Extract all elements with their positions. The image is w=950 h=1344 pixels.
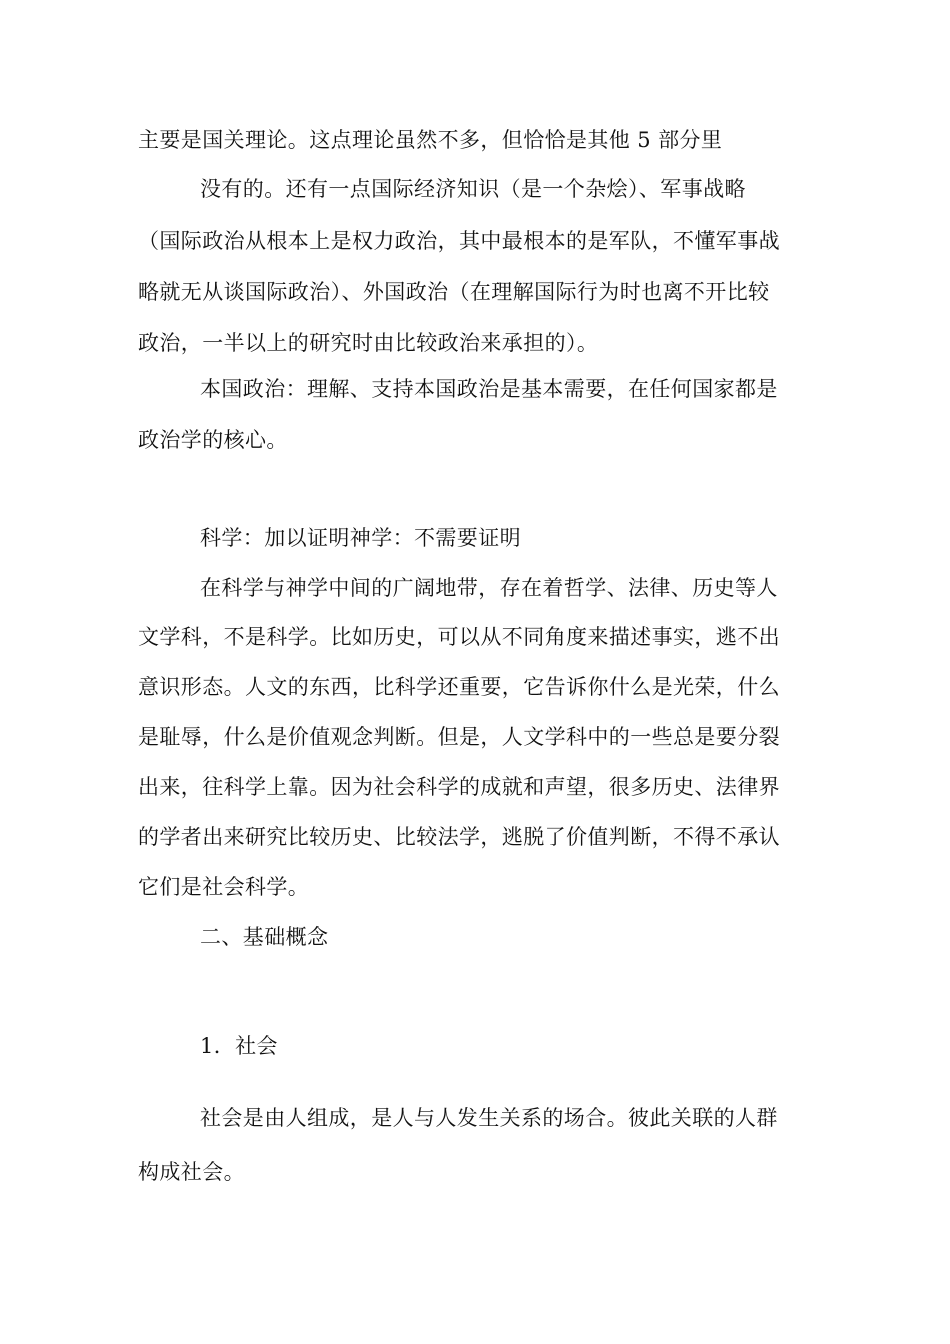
subsection-heading: 1．社会 xyxy=(200,1034,278,1058)
text-line: 构成社会。 xyxy=(138,1160,245,1184)
text-line: 出来，往科学上靠。因为社会科学的成就和声望，很多历史、法律界 xyxy=(138,775,780,799)
paragraph-start: 社会是由人组成，是人与人发生关系的场合。彼此关联的人群 xyxy=(200,1106,778,1130)
text-line: 意识形态。人文的东西，比科学还重要，它告诉你什么是光荣，什么 xyxy=(138,675,780,699)
section-heading: 二、基础概念 xyxy=(200,925,329,949)
text-line: 略就无从谈国际政治）、外国政治（在理解国际行为时也离不开比较 xyxy=(138,280,770,304)
paragraph-start: 本国政治：理解、支持本国政治是基本需要，在任何国家都是 xyxy=(200,377,778,401)
text-line: 的学者出来研究比较历史、比较法学，逃脱了价值判断，不得不承认 xyxy=(138,825,780,849)
text-line: （国际政治从根本上是权力政治，其中最根本的是军队，不懂军事战 xyxy=(138,229,780,253)
text-line: 政治学的核心。 xyxy=(138,428,288,452)
text-line: 它们是社会科学。 xyxy=(138,875,310,899)
text-line: 文学科，不是科学。比如历史，可以从不同角度来描述事实，逃不出 xyxy=(138,625,780,649)
text-line: 主要是国关理论。这点理论虽然不多，但恰恰是其他 5 部分里 xyxy=(138,128,723,152)
text-line: 是耻辱，什么是价值观念判断。但是，人文学科中的一些总是要分裂 xyxy=(138,725,780,749)
paragraph-start: 科学：加以证明神学：不需要证明 xyxy=(200,526,521,550)
text-line: 政治，一半以上的研究时由比较政治来承担的）。 xyxy=(138,331,599,355)
paragraph-start: 在科学与神学中间的广阔地带，存在着哲学、法律、历史等人 xyxy=(200,576,778,600)
paragraph-start: 没有的。还有一点国际经济知识（是一个杂烩）、军事战略 xyxy=(200,177,746,201)
